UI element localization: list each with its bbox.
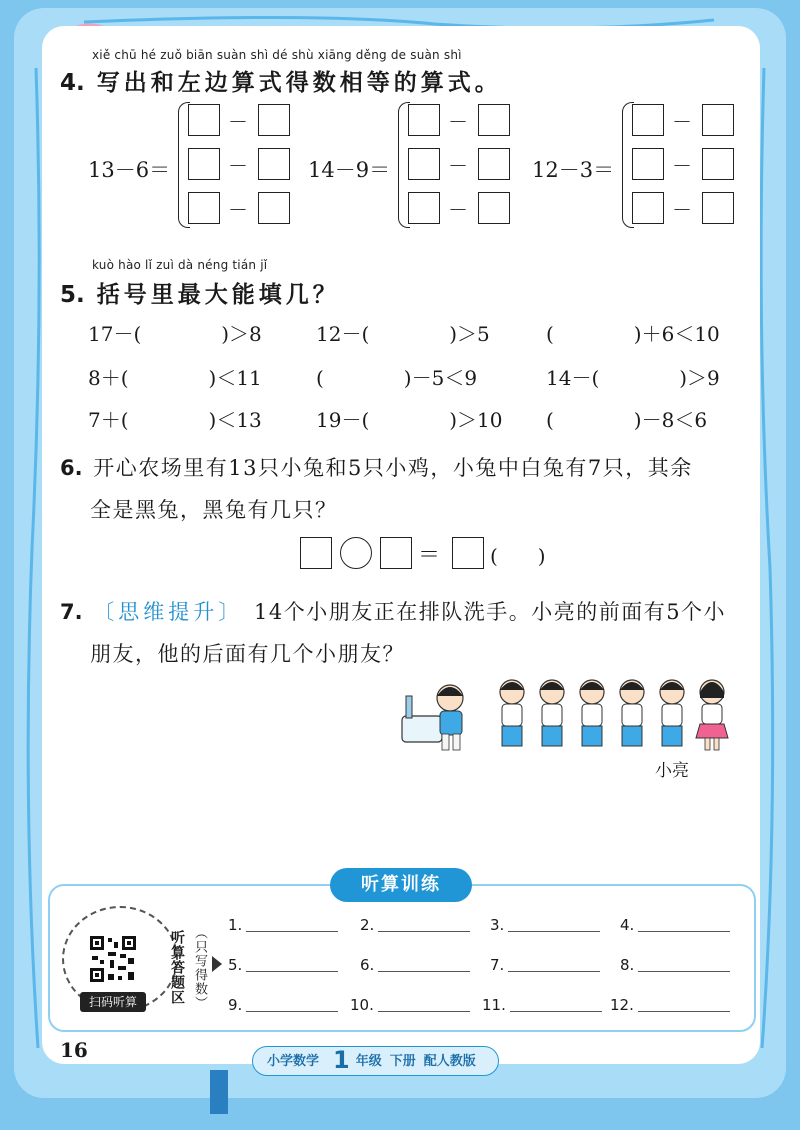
answer-slot-11[interactable] [482, 996, 602, 1014]
q5-expr-1-3[interactable]: ( )＋6＜10 [546, 322, 720, 346]
child-2 [540, 680, 564, 746]
sink-icon [402, 696, 442, 742]
footer-grade: 年级 [355, 1054, 382, 1069]
page-number: 16 [60, 1038, 88, 1062]
answer-slot-label: 4. [620, 916, 635, 934]
q6-answer-box-1[interactable] [300, 537, 332, 569]
footer-grade-number: 1 [333, 1046, 350, 1074]
q4-box-3-1-a[interactable] [632, 104, 664, 136]
q7-line2: 朋友，他的后面有几个小朋友？ [90, 642, 405, 666]
answer-line[interactable] [246, 1011, 338, 1012]
answer-slot-10[interactable] [350, 996, 470, 1014]
answer-slot-8[interactable] [620, 956, 730, 974]
answer-slot-2[interactable] [360, 916, 470, 934]
q4-minus-sign: － [448, 110, 468, 134]
q5-expr-1-2[interactable]: 12－( )＞5 [316, 322, 490, 346]
qr-code-icon[interactable] [88, 934, 138, 984]
q4-minus-sign: － [672, 154, 692, 178]
q4-title-text: 写出和左边算式得数相等的算式。 [96, 69, 502, 96]
q4-box-1-3-a[interactable] [188, 192, 220, 224]
q6-operator-circle[interactable] [340, 537, 372, 569]
answer-slot-label: 9. [228, 996, 243, 1014]
answer-line[interactable] [378, 1011, 470, 1012]
answer-slot-label: 3. [490, 916, 505, 934]
q4-box-3-3-a[interactable] [632, 192, 664, 224]
q5-title [60, 276, 340, 309]
q4-minus-sign: － [672, 110, 692, 134]
q4-minus-sign: － [228, 110, 248, 134]
children-queue-illustration [400, 676, 745, 756]
answer-slot-label: 2. [360, 916, 375, 934]
footer-edition: 配人教版 [423, 1054, 476, 1069]
q7-tag: 〔思维提升〕 [93, 600, 244, 624]
q5-expr-3-1[interactable]: 7＋( )＜13 [88, 408, 262, 432]
answer-line[interactable] [638, 1011, 730, 1012]
q4-box-2-3-a[interactable] [408, 192, 440, 224]
q4-number: 4. [60, 70, 85, 96]
xiaoliang-label: 小亮 [655, 761, 689, 781]
q4-box-3-2-a[interactable] [632, 148, 664, 180]
bottom-tab-decoration [210, 1070, 228, 1114]
q4-box-2-2-b[interactable] [478, 148, 510, 180]
q4-box-1-1-b[interactable] [258, 104, 290, 136]
q4-minus-sign: － [672, 198, 692, 222]
q4-left-expr-2: 14－9＝ [308, 158, 391, 182]
q5-expr-2-2[interactable]: ( )－5＜9 [316, 366, 478, 390]
q6-number: 6. [60, 456, 83, 480]
q6-equals-sign: ＝ [418, 543, 441, 568]
answer-slot-12[interactable] [610, 996, 730, 1014]
answer-slot-6[interactable] [360, 956, 470, 974]
q4-box-1-3-b[interactable] [258, 192, 290, 224]
play-arrow-icon [212, 956, 222, 972]
q5-expr-2-3[interactable]: 14－( )＞9 [546, 366, 720, 390]
q5-expr-3-2[interactable]: 19－( )＞10 [316, 408, 503, 432]
q6-line1-text: 开心农场里有13只小兔和5只小鸡，小兔中白兔有7只，其余 [93, 456, 693, 480]
q4-left-expr-1: 13－6＝ [88, 158, 171, 182]
answer-slot-1[interactable] [228, 916, 338, 934]
q4-pinyin: xiě chū hé zuǒ biān suàn shì dé shù xiāng děng de suàn shì [92, 48, 462, 62]
answer-slot-7[interactable] [490, 956, 600, 974]
answer-slot-3[interactable] [490, 916, 600, 934]
q4-left-expr-3: 12－3＝ [532, 158, 615, 182]
q6-answer-box-2[interactable] [380, 537, 412, 569]
answer-line[interactable] [508, 971, 600, 972]
q4-minus-sign: － [228, 154, 248, 178]
answer-line[interactable] [638, 971, 730, 972]
answer-line[interactable] [510, 1011, 602, 1012]
qr-scan-label: 扫码听算 [80, 992, 146, 1012]
answer-slot-label: 10. [350, 996, 374, 1014]
q5-expr-3-3[interactable]: ( )－8＜6 [546, 408, 708, 432]
q4-box-2-1-b[interactable] [478, 104, 510, 136]
answer-slot-label: 12. [610, 996, 634, 1014]
child-xiaoliang [696, 680, 728, 750]
q7-line1-text: 14个小朋友正在排队洗手。小亮的前面有5个小 [253, 600, 727, 624]
q4-box-3-3-b[interactable] [702, 192, 734, 224]
child-3 [580, 680, 604, 746]
q5-expr-1-1[interactable]: 17－( )＞8 [88, 322, 262, 346]
answer-slot-label: 7. [490, 956, 505, 974]
answer-area-label: 听算答题区 [169, 930, 185, 1005]
q4-minus-sign: － [448, 154, 468, 178]
answer-line[interactable] [508, 931, 600, 932]
answer-line[interactable] [246, 931, 338, 932]
q5-pinyin: kuò hào lǐ zuì dà néng tián jǐ [92, 258, 268, 272]
q6-line2: 全是黑兔，黑兔有几只？ [90, 498, 338, 522]
answer-slot-9[interactable] [228, 996, 338, 1014]
q4-box-1-1-a[interactable] [188, 104, 220, 136]
q5-number: 5. [60, 282, 85, 308]
q4-minus-sign: － [228, 198, 248, 222]
q6-unit-paren[interactable]: ( ) [490, 544, 546, 568]
q5-expr-2-1[interactable]: 8＋( )＜11 [88, 366, 262, 390]
footer-subject: 小学数学 [267, 1054, 320, 1069]
answer-slot-label: 6. [360, 956, 375, 974]
q4-box-2-3-b[interactable] [478, 192, 510, 224]
answer-slot-label: 1. [228, 916, 243, 934]
answer-line[interactable] [378, 971, 470, 972]
q4-box-2-2-a[interactable] [408, 148, 440, 180]
answer-line[interactable] [246, 971, 338, 972]
child-5 [660, 680, 684, 746]
child-1 [500, 680, 524, 746]
q4-box-3-2-b[interactable] [702, 148, 734, 180]
q7-number: 7. [60, 600, 83, 624]
q4-box-1-2-a[interactable] [188, 148, 220, 180]
q6-answer-box-3[interactable] [452, 537, 484, 569]
answer-slot-4[interactable] [620, 916, 730, 934]
q7-line1 [60, 596, 726, 626]
q4-box-3-1-b[interactable] [702, 104, 734, 136]
q4-box-2-1-a[interactable] [408, 104, 440, 136]
footer-volume: 下册 [389, 1054, 416, 1069]
answer-line[interactable] [638, 931, 730, 932]
listening-banner: 听算训练 [330, 868, 472, 902]
answer-slot-label: 5. [228, 956, 243, 974]
q4-minus-sign: － [448, 198, 468, 222]
answer-slot-label: 11. [482, 996, 506, 1014]
footer-badge [252, 1046, 499, 1076]
answer-line[interactable] [378, 931, 470, 932]
q4-title [60, 64, 502, 97]
q6-line1 [60, 452, 693, 482]
answer-slot-label: 8. [620, 956, 635, 974]
child-4 [620, 680, 644, 746]
q5-title-text: 括号里最大能填几？ [96, 281, 340, 308]
answer-slot-5[interactable] [228, 956, 338, 974]
q4-box-1-2-b[interactable] [258, 148, 290, 180]
answer-area-sublabel: （只写得数） [192, 926, 207, 1010]
